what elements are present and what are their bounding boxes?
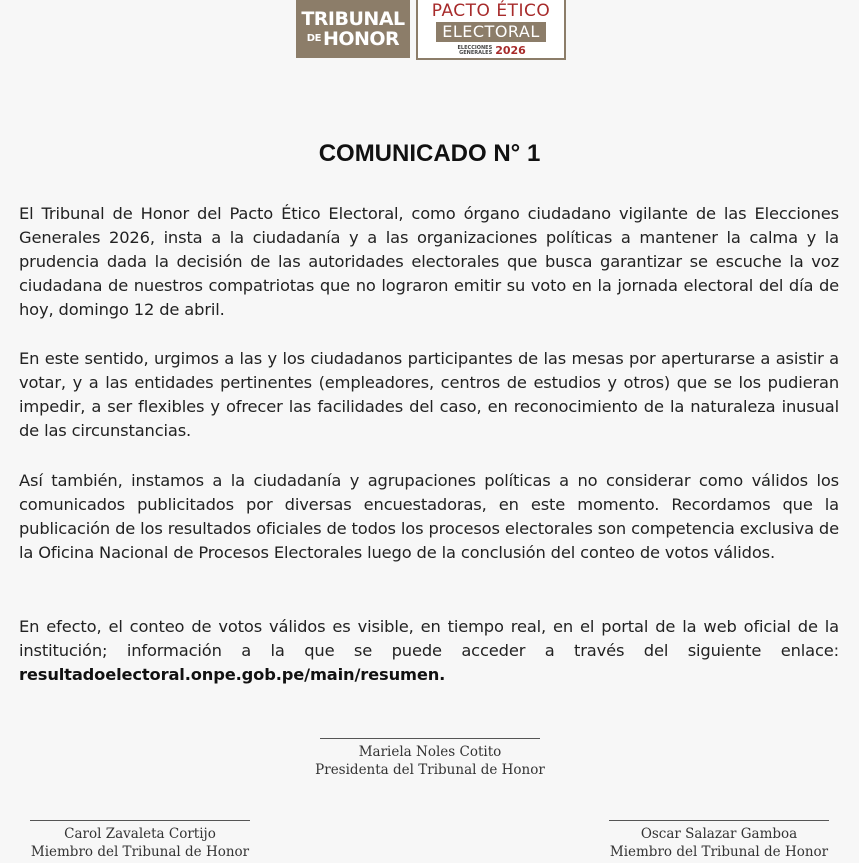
document-title: COMUNICADO N° 1 [318, 140, 541, 167]
paragraph-3 [19, 469, 839, 565]
paragraph-4 [19, 615, 839, 687]
paragraph-3-text: Así también, instamos a la ciudadanía y agrupaciones políticas a no considerar como válidos los comunicados publicitados por diversas encuestadoras, en este momento. Recordamos que la publicación de los resultados oficiales de todos los procesos electorales son competencia exclusiva de la Oficina Nacional de Procesos Electorales luego de la conclusión del conteo de votos válidos. [19, 471, 839, 562]
logo-pacto-year: 2026 [495, 44, 526, 57]
pacto-etico-electoral-logo [416, 0, 566, 60]
paragraph-1 [19, 202, 839, 322]
tribunal-de-honor-logo [296, 0, 410, 58]
logo-tribunal-de: DE [306, 33, 321, 44]
paragraph-2 [19, 347, 839, 443]
logo-pacto-elecciones: ELECCIONES GENERALES [457, 44, 493, 56]
paragraph-4-body: En efecto, el conteo de votos válidos es visible, en tiempo real, en el portal de la web oficial de la institución; información a la que se puede acceder a través del siguiente enlace: [19, 617, 839, 660]
logo-pacto-sub: ELECTORAL [436, 22, 546, 42]
signature-line [609, 820, 829, 821]
signature-name: Carol Zavaleta Cortijo [64, 826, 216, 842]
signature-line [30, 820, 250, 821]
signature-member-right [580, 820, 858, 861]
signature-name: Oscar Salazar Gamboa [640, 826, 798, 842]
signature-role: Miembro del Tribunal de Honor [30, 844, 250, 860]
signature-role: Presidenta del Tribunal de Honor [315, 762, 545, 778]
logo-pacto-year-row [456, 45, 526, 56]
logo-pacto-title: PACTO ÉTICO [431, 1, 551, 21]
logo-tribunal-line1: TRIBUNAL [301, 7, 405, 30]
header-logos [296, 0, 566, 62]
signature-name: Mariela Noles Cotito [358, 744, 502, 760]
signature-line [320, 738, 540, 739]
logo-tribunal-honor: HONOR [322, 27, 400, 50]
paragraph-4-text [19, 615, 839, 687]
onpe-results-link: resultadoelectoral.onpe.gob.pe/main/resumen. [19, 665, 446, 684]
paragraph-1-text: El Tribunal de Honor del Pacto Ético Electoral, como órgano ciudadano vigilante de las Elecciones Generales 2026, insta a la ciudadanía y a las organizaciones políticas a mantener la calma y la prudencia dada la decisión de las autoridades electorales que busca garantizar se escuche la voz ciudadana de nuestros compatriotas que no lograron emitir su voto en la jornada electoral del día de hoy, domingo 12 de abril. [19, 204, 839, 319]
logo-tribunal-line2 [306, 27, 400, 50]
signature-role: Miembro del Tribunal de Honor [609, 844, 829, 860]
paragraph-2-text: En este sentido, urgimos a las y los ciudadanos participantes de las mesas por aperturarse a asistir a votar, y a las entidades pertinentes (empleadores, centros de estudios y otros) que se los pudieran impedir, a ser flexibles y ofrecer las facilidades del caso, en reconocimiento de la naturaleza inusual de las circunstancias. [19, 349, 839, 440]
signature-member-left [0, 820, 280, 861]
signature-president [280, 738, 580, 779]
